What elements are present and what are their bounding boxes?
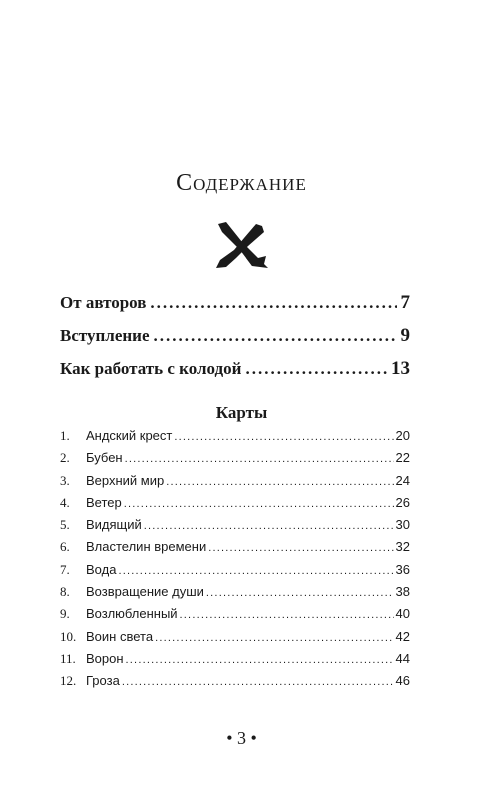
dot-leader <box>118 565 393 577</box>
card-index: 3. <box>60 472 70 488</box>
card-label: Бубен <box>86 450 123 466</box>
dot-leader <box>155 632 393 644</box>
card-page: 26 <box>395 494 410 510</box>
card-label: Верхний мир <box>86 472 165 488</box>
card-page: 30 <box>395 517 410 533</box>
card-label: Возвращение души <box>86 584 204 600</box>
dot-leader <box>125 453 394 465</box>
cards-toc <box>60 428 410 696</box>
card-page: 20 <box>395 428 410 443</box>
card-entry[interactable] <box>60 562 410 584</box>
card-page: 40 <box>395 606 410 622</box>
dot-leader <box>150 293 396 313</box>
card-entry[interactable] <box>60 584 410 606</box>
dot-leader <box>174 431 393 443</box>
card-index: 4. <box>60 494 70 510</box>
card-label: Видящий <box>86 517 142 533</box>
card-entry[interactable] <box>60 651 410 673</box>
page-number: • 3 • <box>226 728 257 748</box>
card-entry[interactable] <box>60 495 410 517</box>
card-page: 32 <box>395 539 410 555</box>
card-entry[interactable] <box>60 539 410 561</box>
card-label: Андский крест <box>86 428 173 443</box>
dot-leader <box>144 520 394 532</box>
card-page: 22 <box>395 450 410 466</box>
card-entry[interactable] <box>60 450 410 472</box>
card-index: 5. <box>60 517 70 533</box>
card-page: 42 <box>395 628 410 644</box>
card-page: 46 <box>395 673 410 689</box>
card-index: 2. <box>60 450 70 466</box>
card-label: Гроза <box>86 673 120 689</box>
dot-leader <box>180 609 394 621</box>
card-index: 11. <box>60 650 76 666</box>
card-index: 8. <box>60 584 70 600</box>
card-index: 1. <box>60 428 70 443</box>
toc-entry-label: От авторов <box>60 293 147 312</box>
card-index: 10. <box>60 628 77 644</box>
card-entry[interactable] <box>60 629 410 651</box>
toc-entry-page: 9 <box>400 325 410 346</box>
card-label: Воин света <box>86 628 154 644</box>
toc-entry-page: 13 <box>391 358 410 379</box>
card-index: 12. <box>60 673 77 689</box>
dot-leader <box>122 676 394 688</box>
toc-entry-authors[interactable] <box>60 292 410 325</box>
toc-entry-label: Вступление <box>60 326 150 345</box>
card-page: 38 <box>395 584 410 600</box>
dot-leader <box>206 587 394 599</box>
toc-entry-how-to-work[interactable] <box>60 358 410 391</box>
dot-leader <box>208 542 393 554</box>
card-index: 9. <box>60 606 70 622</box>
card-index: 7. <box>60 561 70 577</box>
dot-leader <box>166 476 393 488</box>
crossed-blades-icon <box>212 220 270 272</box>
card-label: Ветер <box>86 494 122 510</box>
toc-entry-introduction[interactable] <box>60 325 410 358</box>
page-title: Содержание <box>176 170 307 196</box>
card-label: Властелин времени <box>86 539 207 555</box>
card-page: 44 <box>395 650 410 666</box>
card-label: Возлюбленный <box>86 606 178 622</box>
dot-leader <box>154 326 397 346</box>
card-entry[interactable] <box>60 473 410 495</box>
card-page: 36 <box>395 561 410 577</box>
cards-section-heading: Карты <box>215 403 268 422</box>
main-toc <box>60 292 410 391</box>
card-entry[interactable] <box>60 673 410 695</box>
card-page: 24 <box>395 472 410 488</box>
card-entry[interactable] <box>60 606 410 628</box>
dot-leader <box>126 654 394 666</box>
card-label: Ворон <box>86 650 124 666</box>
toc-entry-label: Как работать с колодой <box>60 359 242 378</box>
card-index: 6. <box>60 539 70 555</box>
card-label: Вода <box>86 561 117 577</box>
card-entry[interactable] <box>60 517 410 539</box>
dot-leader <box>245 359 387 379</box>
card-entry[interactable] <box>60 428 410 450</box>
toc-entry-page: 7 <box>400 292 410 313</box>
dot-leader <box>124 498 394 510</box>
